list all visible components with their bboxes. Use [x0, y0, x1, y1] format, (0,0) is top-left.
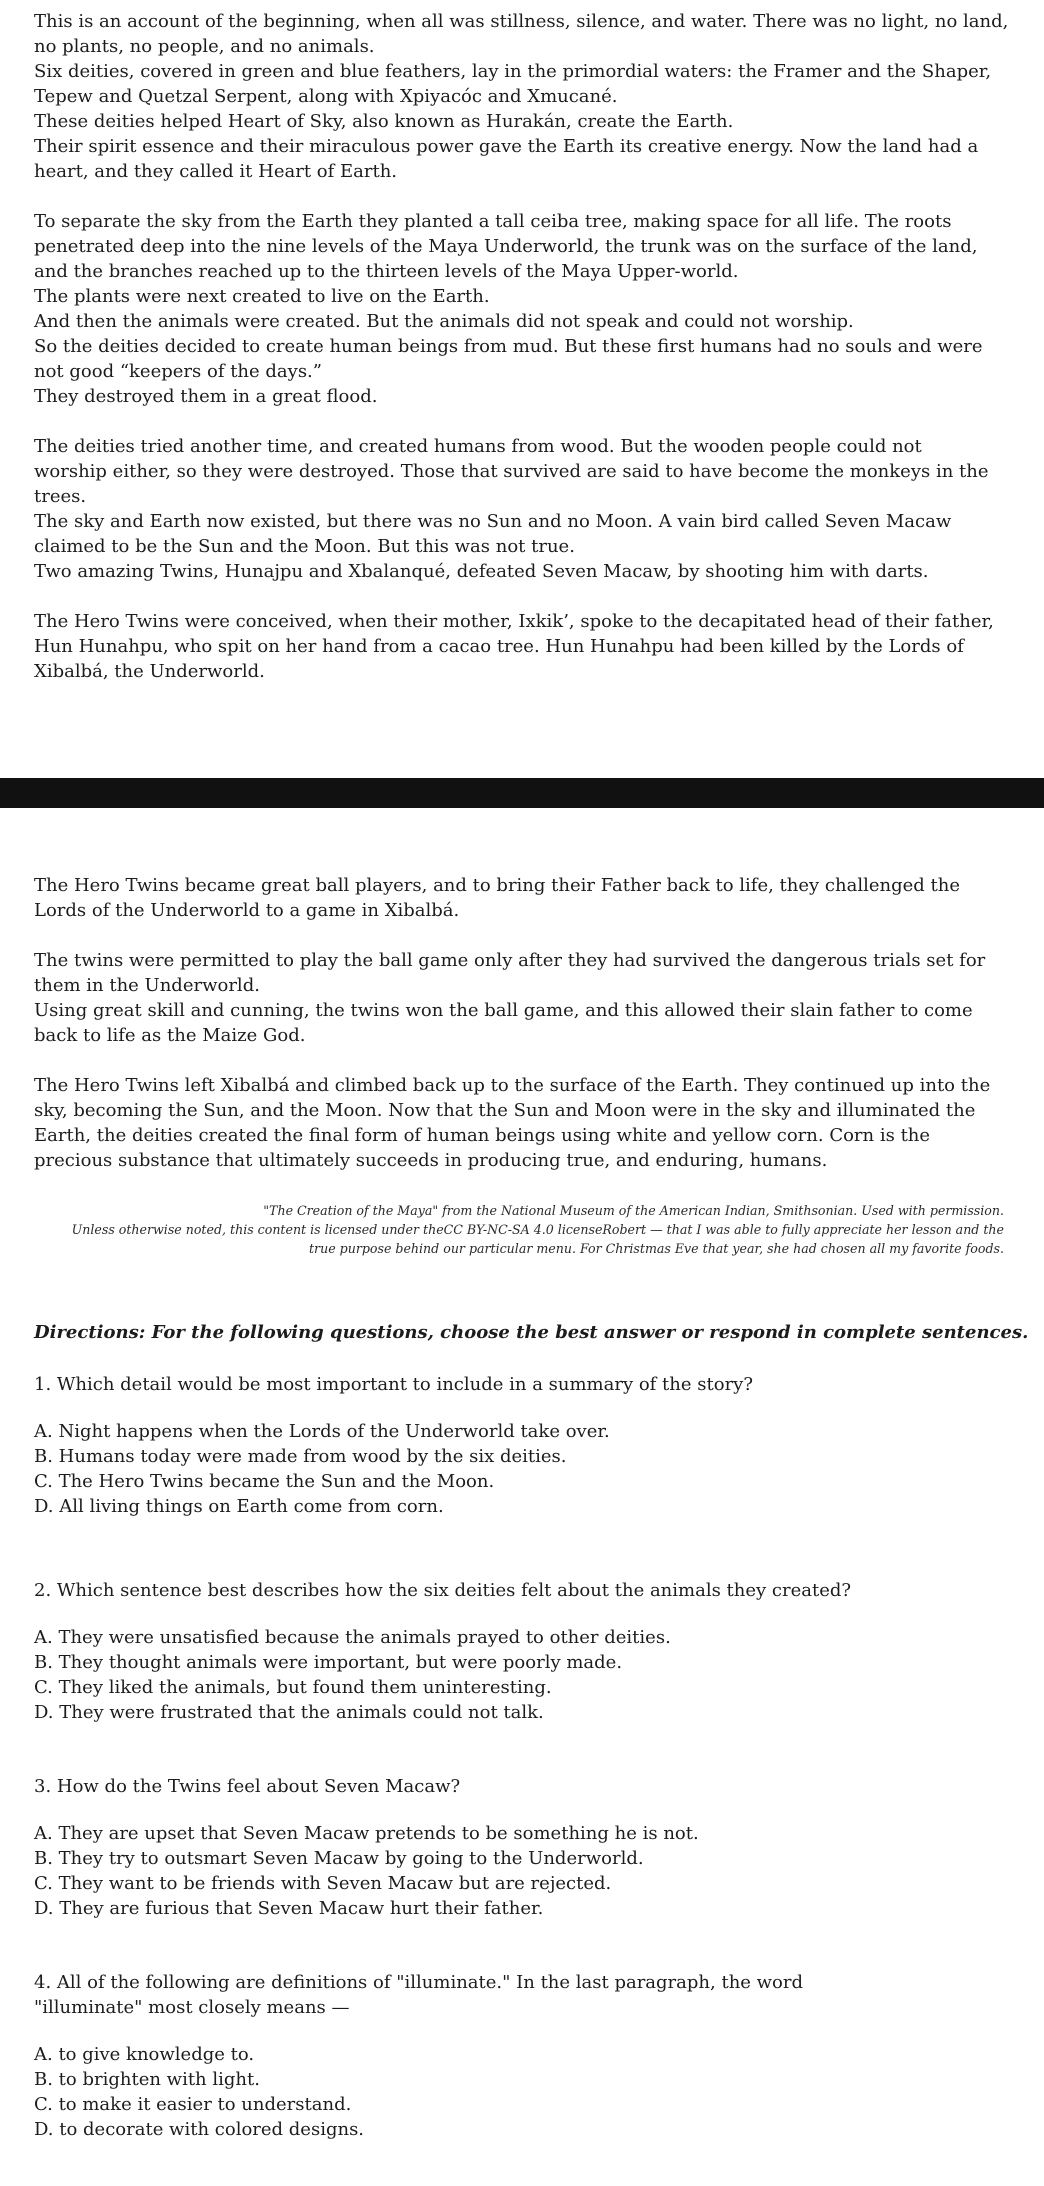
answer-option[interactable]: C. to make it easier to understand. — [34, 2094, 352, 2115]
text-line: no plants, no people, and no animals. — [34, 36, 375, 57]
answer-option[interactable]: D. They were frustrated that the animals could not talk. — [34, 1702, 544, 1723]
text-line: The sky and Earth now existed, but there was no Sun and no Moon. A vain bird called Seven Macaw — [34, 511, 952, 532]
answer-option[interactable]: A. They were unsatisfied because the animals prayed to other deities. — [34, 1627, 671, 1648]
question-stem: 2. Which sentence best describes how the six deities felt about the animals they created? — [34, 1580, 852, 1601]
question-1 — [34, 1372, 1014, 1519]
story-paragraph — [34, 948, 1014, 1048]
answer-options — [34, 1419, 1014, 1519]
text-line: The Hero Twins left Xibalbá and climbed back up to the surface of the Earth. They continued up into the — [34, 1075, 991, 1096]
story-part-2 — [34, 873, 1014, 1173]
text-line: The Hero Twins became great ball players, and to bring their Father back to life, they challenged the — [34, 875, 960, 896]
text-line: trees. — [34, 486, 87, 507]
text-line: Hun Hunahpu, who spit on her hand from a cacao tree. Hun Hunahpu had been killed by the Lords of — [34, 636, 964, 657]
text-line: And then the animals were created. But the animals did not speak and could not worship. — [34, 311, 854, 332]
text-line: Xibalbá, the Underworld. — [34, 661, 265, 682]
text-line: Lords of the Underworld to a game in Xibalbá. — [34, 900, 460, 921]
text-line: These deities helped Heart of Sky, also known as Hurakán, create the Earth. — [34, 111, 734, 132]
story-paragraph — [34, 609, 1014, 684]
text-line: penetrated deep into the nine levels of the Maya Underworld, the trunk was on the surface of the land, — [34, 236, 978, 257]
question-stem: 1. Which detail would be most important to include in a summary of the story? — [34, 1374, 753, 1395]
answer-option[interactable]: D. All living things on Earth come from corn. — [34, 1496, 444, 1517]
story-paragraph — [34, 434, 1014, 584]
answer-options — [34, 1821, 1014, 1921]
credit-line: true purpose behind our particular menu. For Christmas Eve that year, she had chosen all my favorite foods. — [309, 1241, 1004, 1256]
credit-line: "The Creation of the Maya" from the National Museum of the American Indian, Smithsonian. Used with permission. — [263, 1203, 1004, 1218]
text-line: them in the Underworld. — [34, 975, 260, 996]
text-line: Their spirit essence and their miraculous power gave the Earth its creative energy. Now the land had a — [34, 136, 979, 157]
text-line: back to life as the Maize God. — [34, 1025, 306, 1046]
question-3 — [34, 1774, 1014, 1921]
text-line: and the branches reached up to the thirteen levels of the Maya Upper-world. — [34, 261, 739, 282]
story-paragraph — [34, 9, 1014, 184]
text-line: So the deities decided to create human beings from mud. But these first humans had no souls and were — [34, 336, 983, 357]
answer-option[interactable]: C. They want to be friends with Seven Macaw but are rejected. — [34, 1873, 612, 1894]
story-paragraph — [34, 1073, 1014, 1173]
story-part-1 — [34, 9, 1014, 684]
answer-option[interactable]: D. to decorate with colored designs. — [34, 2119, 365, 2140]
directions-heading: Directions: For the following questions, choose the best answer or respond in complete sentences. — [34, 1322, 1029, 1343]
text-line: Tepew and Quetzal Serpent, along with Xpiyacóc and Xmucané. — [34, 86, 618, 107]
text-line: The twins were permitted to play the ball game only after they had survived the dangerous trials set for — [34, 950, 986, 971]
text-line: worship either, so they were destroyed. Those that survived are said to have become the monkeys in the — [34, 461, 989, 482]
text-line: Six deities, covered in green and blue feathers, lay in the primordial waters: the Framer and the Shaper, — [34, 61, 992, 82]
question-stem: 3. How do the Twins feel about Seven Macaw? — [34, 1776, 461, 1797]
answer-option[interactable]: B. They try to outsmart Seven Macaw by going to the Underworld. — [34, 1848, 644, 1869]
text-line: The Hero Twins were conceived, when their mother, Ixkik’, spoke to the decapitated head of their father, — [34, 611, 994, 632]
answer-option[interactable]: B. They thought animals were important, but were poorly made. — [34, 1652, 623, 1673]
answer-option[interactable]: A. Night happens when the Lords of the Underworld take over. — [34, 1421, 610, 1442]
text-line: sky, becoming the Sun, and the Moon. Now that the Sun and Moon were in the sky and illuminated the — [34, 1100, 976, 1121]
answer-option[interactable]: A. They are upset that Seven Macaw pretends to be something he is not. — [34, 1823, 699, 1844]
story-paragraph — [34, 873, 1014, 923]
question-2 — [34, 1578, 1014, 1725]
text-line: They destroyed them in a great flood. — [34, 386, 378, 407]
text-line: This is an account of the beginning, when all was stillness, silence, and water. There was no light, no land, — [34, 11, 1009, 32]
answer-options — [34, 2042, 1014, 2142]
text-line: precious substance that ultimately succeeds in producing true, and enduring, humans. — [34, 1150, 828, 1171]
source-credits — [30, 1201, 1004, 1258]
text-line: not good “keepers of the days.” — [34, 361, 322, 382]
credit-line: Unless otherwise noted, this content is licensed under theCC BY-NC-SA 4.0 licenseRobert — that I was able to fully appreciate her lesson and the — [71, 1222, 1004, 1237]
text-line: Two amazing Twins, Hunajpu and Xbalanqué, defeated Seven Macaw, by shooting him with darts. — [34, 561, 929, 582]
answer-option[interactable]: A. to give knowledge to. — [34, 2044, 255, 2065]
text-line: The deities tried another time, and created humans from wood. But the wooden people could not — [34, 436, 922, 457]
text-line: heart, and they called it Heart of Earth. — [34, 161, 398, 182]
answer-option[interactable]: B. Humans today were made from wood by the six deities. — [34, 1446, 567, 1467]
answer-option[interactable]: C. They liked the animals, but found them uninteresting. — [34, 1677, 552, 1698]
answer-option[interactable]: C. The Hero Twins became the Sun and the Moon. — [34, 1471, 495, 1492]
question-stem: "illuminate" most closely means — — [34, 1997, 350, 2018]
story-paragraph — [34, 209, 1014, 409]
text-line: Using great skill and cunning, the twins won the ball game, and this allowed their slain father to come — [34, 1000, 973, 1021]
page-break-bar — [0, 778, 1044, 808]
answer-options — [34, 1625, 1014, 1725]
question-4 — [34, 1970, 1014, 2142]
question-stem: 4. All of the following are definitions of "illuminate." In the last paragraph, the word — [34, 1972, 804, 1993]
text-line: claimed to be the Sun and the Moon. But this was not true. — [34, 536, 575, 557]
answer-option[interactable]: B. to brighten with light. — [34, 2069, 260, 2090]
text-line: To separate the sky from the Earth they planted a tall ceiba tree, making space for all life. The roots — [34, 211, 952, 232]
text-line: The plants were next created to live on the Earth. — [34, 286, 490, 307]
text-line: Earth, the deities created the final form of human beings using white and yellow corn. Corn is the — [34, 1125, 931, 1146]
answer-option[interactable]: D. They are furious that Seven Macaw hurt their father. — [34, 1898, 544, 1919]
